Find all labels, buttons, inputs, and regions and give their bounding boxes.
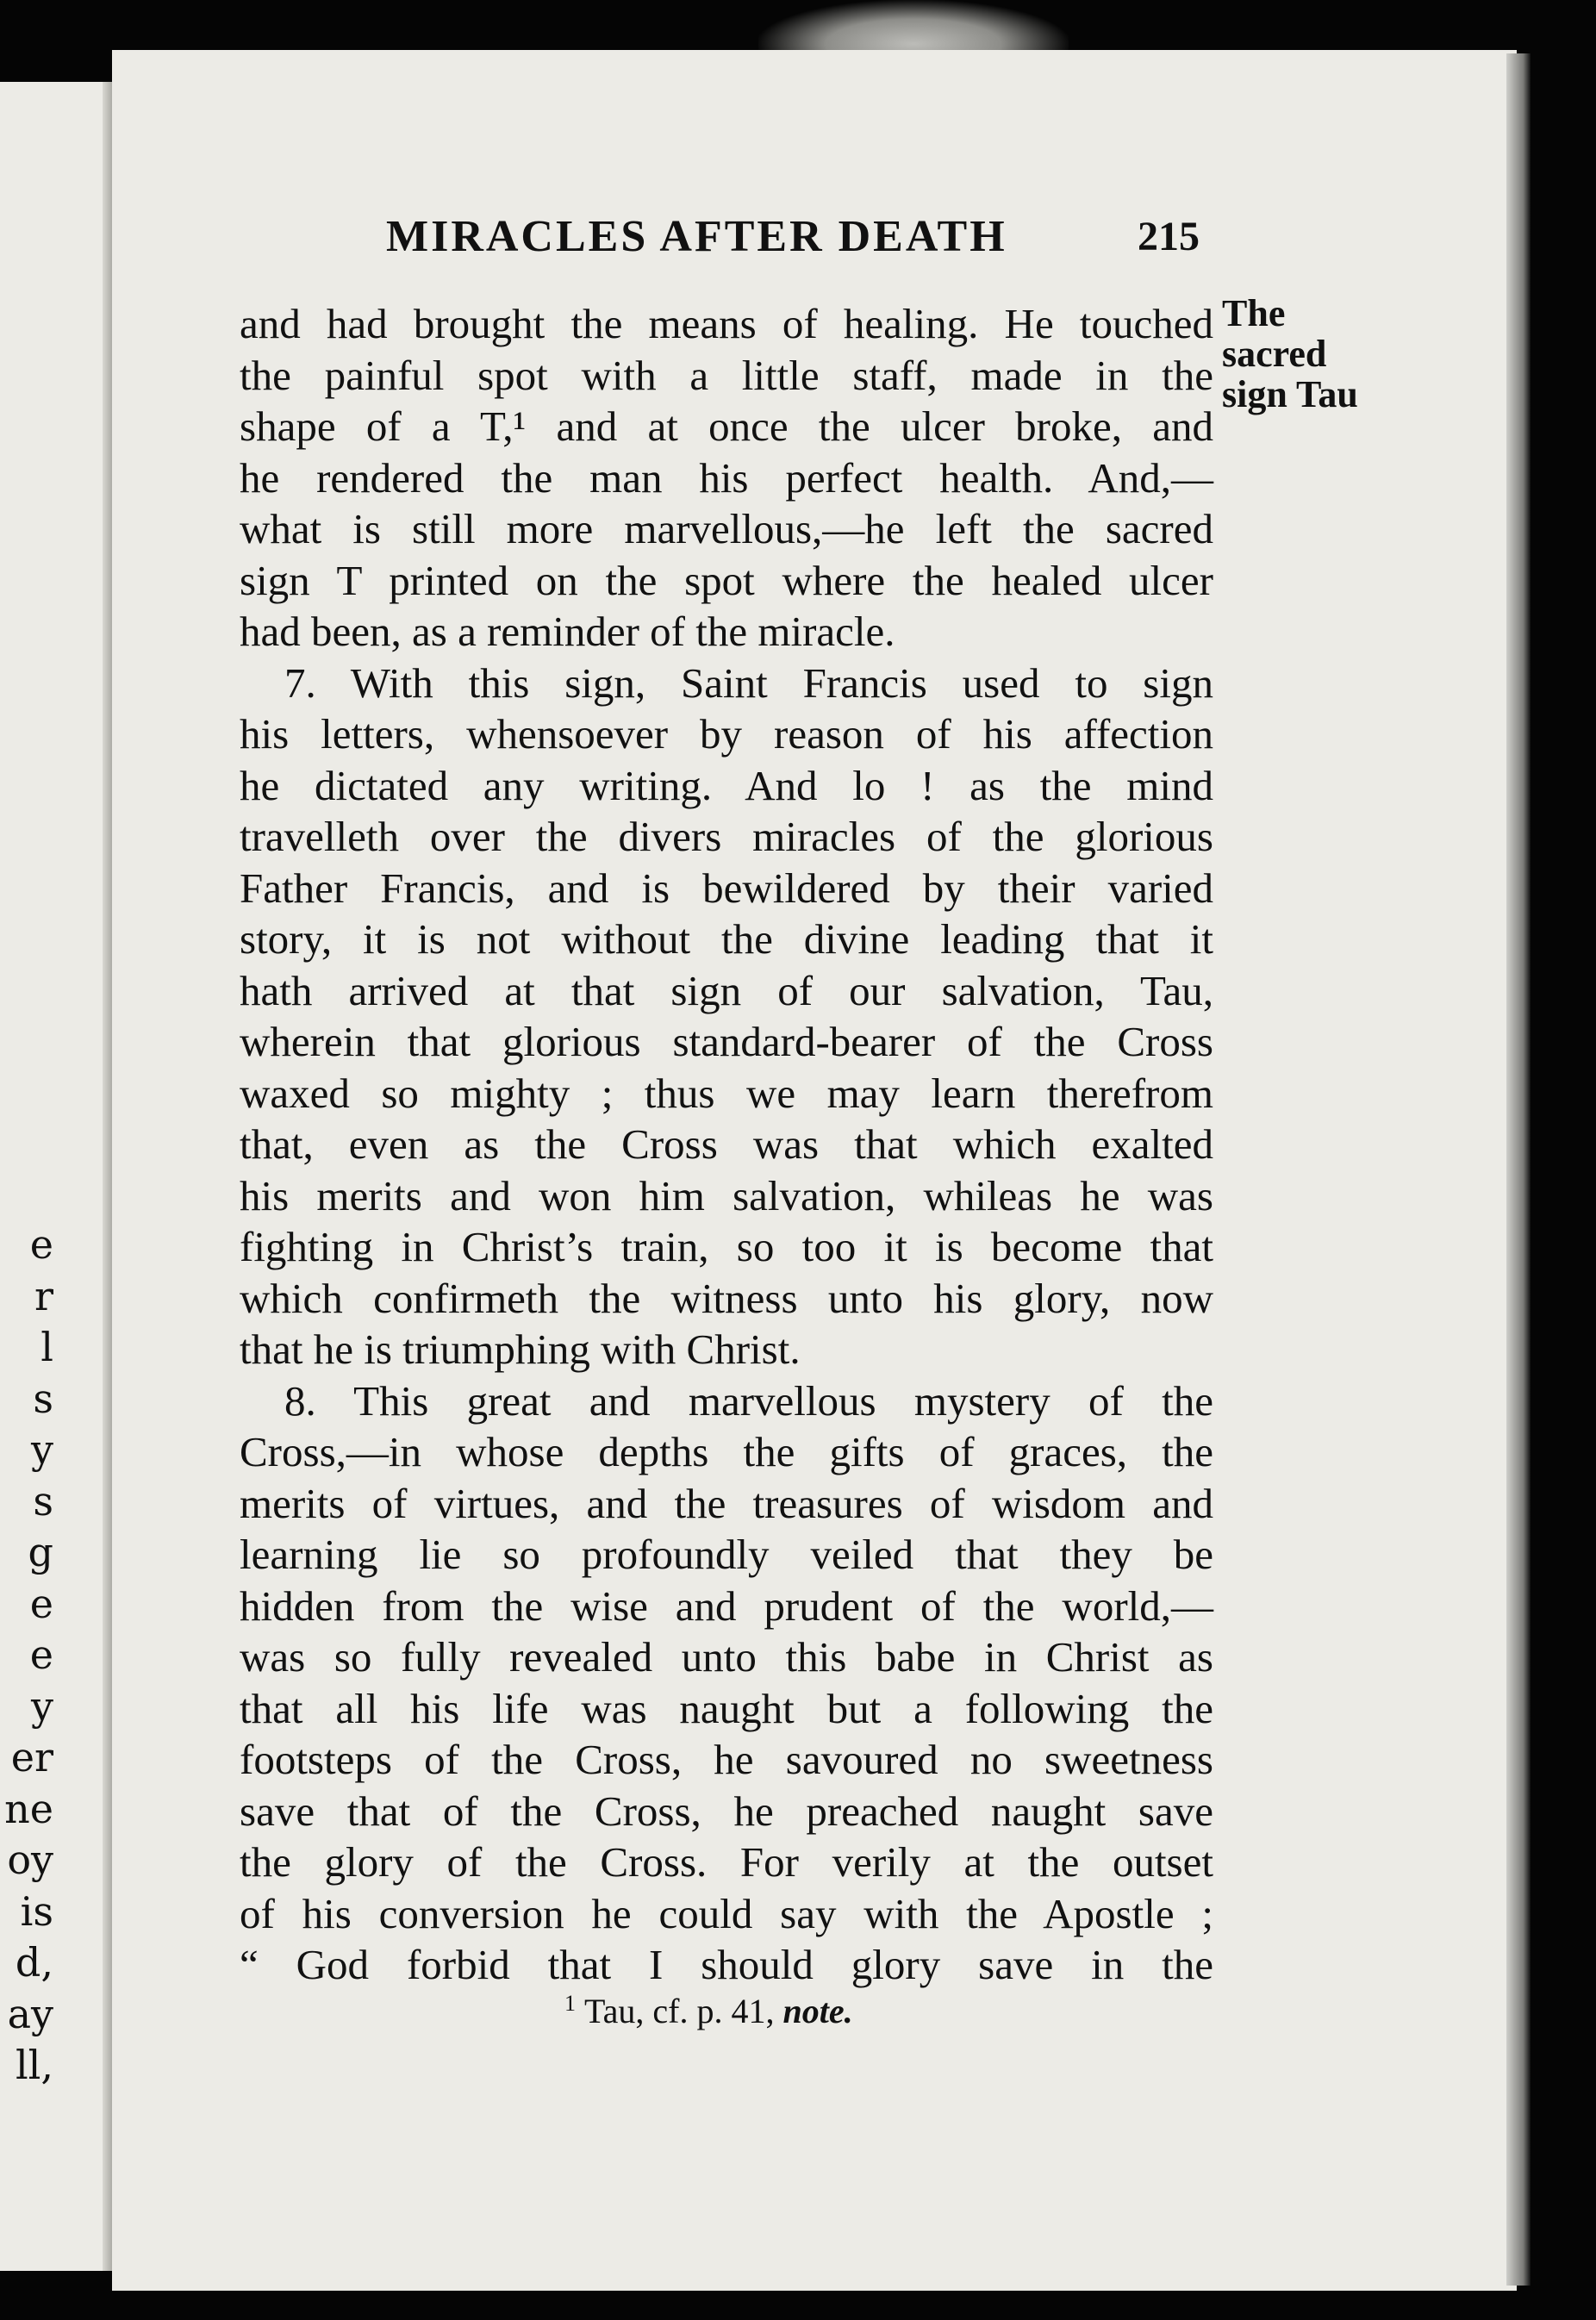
marginal-note-line: sign Tau <box>1222 373 1358 415</box>
left-page-fragment: oy <box>7 1837 53 1883</box>
page-header <box>386 211 1213 271</box>
left-page-fragment: y <box>31 1682 53 1730</box>
text-line: what is still more marvellous,—he left the sacred <box>240 505 1213 552</box>
marginal-note <box>1222 293 1420 415</box>
text-line: he dictated any writing. And lo ! as the mind <box>240 761 1213 809</box>
running-title: MIRACLES AFTER DEATH <box>386 212 1007 261</box>
left-page-fragment: g <box>28 1529 53 1575</box>
body-text <box>240 298 1213 1991</box>
text-line: the painful spot with a little staff, made in the <box>240 351 1213 399</box>
text-line: hath arrived at that sign of our salvation, Tau, <box>240 966 1213 1014</box>
text-line: his merits and won him salvation, whileas he was <box>240 1171 1213 1219</box>
text-line: was so fully revealed unto this babe in Christ as <box>240 1633 1213 1681</box>
left-page-fragment: is <box>20 1887 53 1935</box>
left-page-fragment: d, <box>15 1939 53 1986</box>
text-line: 7. With this sign, Saint Francis used to sign <box>284 658 1213 707</box>
text-line: that he is triumphing with Christ. <box>240 1325 801 1373</box>
left-page-fragment: er <box>10 1734 53 1781</box>
left-page-fragment: e <box>29 1580 53 1627</box>
text-line: Cross,—in whose depths the gifts of graces, the <box>240 1428 1213 1475</box>
text-line: hidden from the wise and prudent of the world,— <box>240 1581 1213 1630</box>
text-line: save that of the Cross, he preached naught save <box>240 1787 1213 1835</box>
text-line: that all his life was naught but a following the <box>240 1684 1213 1732</box>
left-page-fragment: e <box>29 1221 53 1268</box>
text-line: shape of a T,¹ and at once the ulcer broke, and <box>240 402 1213 450</box>
text-line: and had brought the means of healing. He touched <box>240 300 1213 347</box>
left-page-fragment: s <box>33 1375 53 1422</box>
footnote-text: Tau, cf. p. 41, <box>584 1992 775 2030</box>
text-line: waxed so mighty ; thus we may learn therefrom <box>240 1069 1213 1117</box>
left-page-fragment: ay <box>7 1990 53 2037</box>
marginal-note-line: sacred <box>1222 333 1327 375</box>
text-line: the glory of the Cross. For verily at the outset <box>240 1838 1213 1886</box>
footnote-italic: note. <box>782 1992 853 2030</box>
left-page-fragment: ll, <box>15 2042 53 2088</box>
text-line: Father Francis, and is bewildered by their varied <box>240 864 1213 912</box>
footnote-marker: 1 <box>564 1991 576 2016</box>
left-page <box>0 82 125 2271</box>
text-line: story, it is not without the divine leading that it <box>240 915 1213 963</box>
text-line: of his conversion he could say with the Apostle ; <box>240 1889 1213 1937</box>
left-page-fragment: ne <box>4 1785 53 1832</box>
text-line: sign T printed on the spot where the healed ulcer <box>240 556 1213 604</box>
text-line: wherein that glorious standard-bearer of the Cross <box>240 1018 1213 1065</box>
text-line: learning lie so profoundly veiled that they be <box>240 1531 1213 1578</box>
left-page-fragment: r <box>34 1272 53 1319</box>
left-page-fragment: l <box>41 1324 53 1370</box>
footnote <box>564 1991 853 2031</box>
marginal-note-line: The <box>1222 292 1286 334</box>
text-line: 8. This great and marvellous mystery of the <box>284 1376 1213 1425</box>
page-number: 215 <box>1138 214 1200 259</box>
text-line: footsteps of the Cross, he savoured no sweetness <box>240 1736 1213 1783</box>
text-line: “ God forbid that I should glory save in the <box>240 1941 1213 1988</box>
text-line: he rendered the man his perfect health. And,— <box>240 453 1213 502</box>
left-page-fragment: e <box>29 1631 53 1678</box>
left-page-text-fragments <box>2 1219 53 2092</box>
left-page-fragment: s <box>33 1477 53 1525</box>
left-page-fragment: y <box>31 1426 53 1473</box>
text-line: travelleth over the divers miracles of the glorious <box>240 813 1213 860</box>
text-line: had been, as a reminder of the miracle. <box>240 608 895 655</box>
text-line: merits of virtues, and the treasures of wisdom and <box>240 1479 1213 1527</box>
text-line: which confirmeth the witness unto his glory, now <box>240 1274 1213 1322</box>
page-edge <box>1506 53 1531 2286</box>
text-line: that, even as the Cross was that which exalted <box>240 1120 1213 1168</box>
text-line: his letters, whensoever by reason of his affection <box>240 710 1213 758</box>
text-line: fighting in Christ’s train, so too it is become that <box>240 1223 1213 1270</box>
